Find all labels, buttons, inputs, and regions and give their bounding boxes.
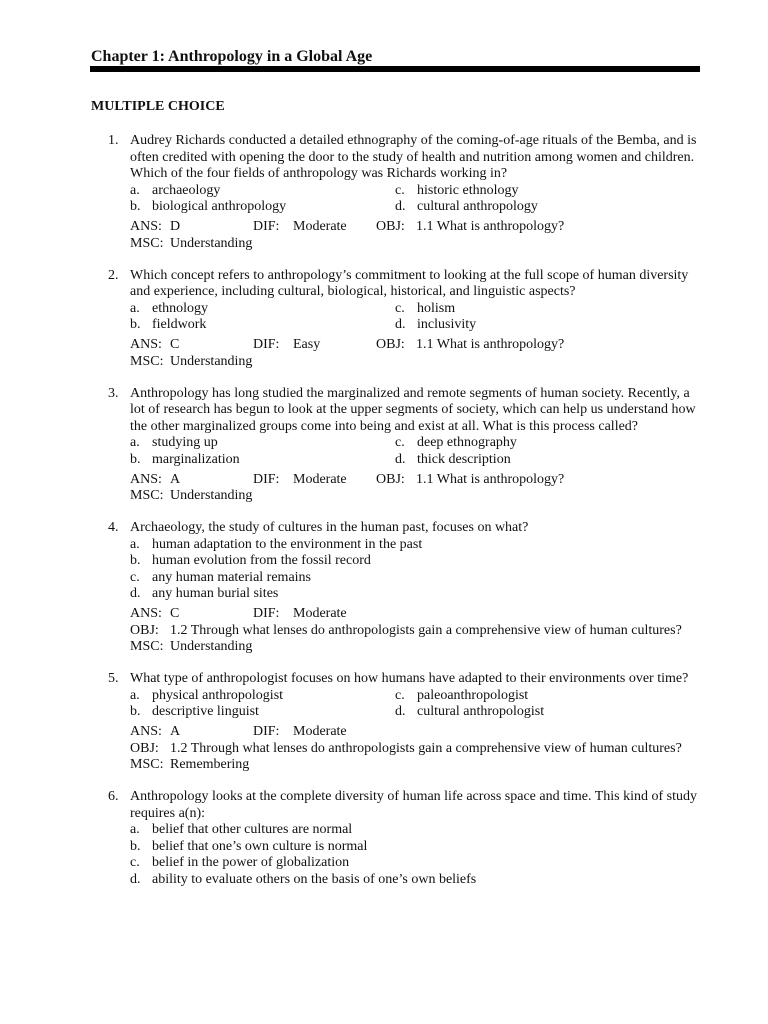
choice-list [130, 822, 700, 888]
choice-list [130, 537, 700, 603]
choice-letter: d. [395, 199, 406, 214]
question-number: 4. [108, 520, 119, 535]
dif-label: DIF: [253, 471, 280, 487]
choice-text: any human material remains [152, 569, 311, 585]
question-number: 1. [108, 133, 119, 148]
meta-row [130, 757, 700, 774]
choice [130, 704, 395, 721]
choice-letter: d. [130, 586, 141, 601]
obj-label: OBJ: [130, 622, 159, 638]
meta-row [130, 639, 700, 656]
choice-text: belief that other cultures are normal [152, 822, 353, 837]
ans-label: ANS: [130, 724, 162, 739]
choice [130, 839, 700, 856]
choice [395, 704, 700, 721]
meta-row [130, 488, 700, 505]
choice [130, 553, 700, 570]
choice-letter: b. [130, 704, 141, 719]
choice [130, 301, 395, 318]
choice [130, 872, 700, 889]
dif-value: Moderate [293, 606, 347, 621]
choice-letter: b. [130, 553, 141, 568]
msc-label: MSC: [130, 488, 164, 503]
obj-label: OBJ: [376, 219, 405, 234]
obj-label: OBJ: [130, 740, 159, 756]
ans-value: D [170, 219, 181, 234]
choice-text: human adaptation to the environment in the past [152, 536, 423, 552]
choice [130, 317, 395, 334]
ans-label: ANS: [130, 471, 162, 487]
dif-label: DIF: [253, 337, 280, 352]
msc-label: MSC: [130, 639, 164, 654]
choice [395, 199, 700, 216]
choice-text: human evolution from the fossil record [152, 553, 371, 568]
question-list [0, 133, 768, 904]
question-number: 5. [108, 671, 119, 686]
choice-list [130, 301, 700, 334]
question-stem: Which concept refers to anthropology’s commitment to looking at the full scope of human diversity and experience, including cultural, biological, historical, and linguistic aspects? [130, 267, 689, 299]
obj-value: 1.2 Through what lenses do anthropologists gain a comprehensive view of human cultures? [170, 622, 682, 638]
obj-label: OBJ: [376, 471, 405, 487]
choice [130, 199, 395, 216]
dif-label: DIF: [253, 724, 280, 739]
choice-text: studying up [152, 435, 218, 450]
choice [130, 452, 395, 469]
choice-letter: d. [395, 317, 406, 332]
choice-letter: a. [130, 435, 140, 450]
choice-text: fieldwork [152, 317, 207, 332]
meta-row [130, 354, 700, 371]
ans-value: C [170, 606, 180, 621]
choice-letter: b. [130, 838, 141, 854]
meta-row [130, 219, 700, 236]
choice-text: inclusivity [417, 317, 477, 332]
ans-label: ANS: [130, 219, 162, 234]
dif-value: Moderate [293, 219, 347, 234]
choice [395, 688, 700, 705]
choice-text: thick description [417, 451, 511, 467]
choice-letter: c. [130, 855, 140, 870]
msc-value: Understanding [170, 235, 253, 251]
question-stem: Anthropology looks at the complete diversity of human life across space and time. This kind of study requires a(n): [130, 789, 698, 821]
choice-letter: c. [395, 182, 405, 198]
msc-label: MSC: [130, 757, 164, 772]
choice-letter: d. [395, 704, 406, 719]
choice-letter: a. [130, 182, 140, 198]
meta-row [130, 337, 700, 354]
choice-text: deep ethnography [417, 435, 517, 450]
choice-list [130, 435, 700, 468]
meta-row [130, 472, 700, 489]
meta-row [130, 724, 700, 741]
question-stem: Archaeology, the study of cultures in the human past, focuses on what? [130, 520, 529, 535]
choice [395, 317, 700, 334]
question-stem: Anthropology has long studied the marginalized and remote segments of human society. Recently, a lot of research has begun to look at the upper segments of society, which can help us understand how the other marginalized groups come into being and exist at all. What is this process called? [130, 385, 696, 434]
choice-letter: d. [395, 451, 406, 467]
obj-value: 1.1 What is anthropology? [416, 337, 565, 352]
choice [395, 301, 700, 318]
msc-label: MSC: [130, 353, 164, 369]
title-rule [90, 66, 700, 72]
choice-text: historic ethnology [417, 182, 519, 198]
ans-label: ANS: [130, 606, 162, 621]
choice [130, 586, 700, 603]
chapter-title: Chapter 1: Anthropology in a Global Age [91, 48, 373, 65]
choice-letter: a. [130, 687, 140, 703]
meta-row [130, 623, 700, 640]
choice-letter: b. [130, 317, 141, 332]
question-stem: Audrey Richards conducted a detailed ethnography of the coming-of-age rituals of the Bemba, and is often credited with opening the door to the study of health and nutrition among women and children. Which of the four fields of anthropology was Richards working in? [130, 133, 697, 181]
choice-letter: b. [130, 451, 141, 467]
choice-text: holism [417, 300, 456, 316]
choice-text: cultural anthropology [417, 199, 538, 214]
choice-letter: a. [130, 300, 140, 316]
msc-value: Remembering [170, 757, 250, 772]
dif-label: DIF: [253, 219, 280, 234]
choice-text: belief in the power of globalization [152, 855, 350, 870]
dif-value: Moderate [293, 471, 347, 487]
meta-row [130, 741, 700, 758]
choice-text: biological anthropology [152, 199, 287, 214]
choice [130, 822, 700, 839]
meta-row [130, 606, 700, 623]
choice-letter: c. [395, 687, 405, 703]
question-number: 3. [108, 385, 119, 401]
dif-value: Easy [293, 337, 321, 352]
choice-letter: c. [395, 300, 405, 316]
choice-letter: d. [130, 871, 141, 887]
question-1 [0, 133, 768, 252]
choice [130, 570, 700, 587]
choice-letter: a. [130, 822, 140, 837]
choice [130, 688, 395, 705]
choice [130, 183, 395, 200]
choice-text: physical anthropologist [152, 687, 284, 703]
choice [130, 855, 700, 872]
choice [130, 435, 395, 452]
answer-meta [130, 472, 700, 505]
section-heading: MULTIPLE CHOICE [91, 99, 225, 114]
choice-text: archaeology [152, 182, 221, 198]
choice [130, 537, 700, 554]
answer-meta [130, 337, 700, 370]
question-2 [0, 268, 768, 371]
ans-value: A [170, 724, 181, 739]
question-stem: What type of anthropologist focuses on how humans have adapted to their environments over time? [130, 671, 689, 686]
msc-label: MSC: [130, 235, 164, 251]
question-number: 2. [108, 267, 119, 283]
obj-value: 1.1 What is anthropology? [416, 471, 565, 487]
question-number: 6. [108, 789, 119, 804]
obj-value: 1.1 What is anthropology? [416, 219, 565, 234]
choice-text: ethnology [152, 300, 208, 316]
question-4 [0, 520, 768, 656]
choice-list [130, 183, 700, 216]
choice-letter: b. [130, 199, 141, 214]
question-5 [0, 671, 768, 774]
choice-letter: a. [130, 536, 140, 552]
choice-text: belief that one’s own culture is normal [152, 838, 368, 854]
obj-label: OBJ: [376, 337, 405, 352]
answer-meta [130, 724, 700, 774]
choice-list [130, 688, 700, 721]
choice-text: marginalization [152, 451, 240, 467]
msc-value: Understanding [170, 353, 253, 369]
question-6 [0, 789, 768, 888]
choice-text: descriptive linguist [152, 704, 259, 719]
question-3 [0, 386, 768, 505]
msc-value: Understanding [170, 488, 253, 503]
answer-meta [130, 606, 700, 656]
msc-value: Understanding [170, 639, 253, 654]
choice-letter: c. [130, 569, 140, 585]
ans-value: A [170, 471, 181, 487]
choice-letter: c. [395, 435, 405, 450]
choice [395, 435, 700, 452]
dif-label: DIF: [253, 606, 280, 621]
choice-text: paleoanthropologist [417, 687, 529, 703]
ans-label: ANS: [130, 337, 162, 352]
ans-value: C [170, 337, 180, 352]
obj-value: 1.2 Through what lenses do anthropologists gain a comprehensive view of human cultures? [170, 740, 682, 756]
choice [395, 452, 700, 469]
choice-text: cultural anthropologist [417, 704, 545, 719]
answer-meta [130, 219, 700, 252]
choice-text: ability to evaluate others on the basis of one’s own beliefs [152, 871, 477, 887]
dif-value: Moderate [293, 724, 347, 739]
choice-text: any human burial sites [152, 586, 279, 601]
choice [395, 183, 700, 200]
meta-row [130, 236, 700, 253]
